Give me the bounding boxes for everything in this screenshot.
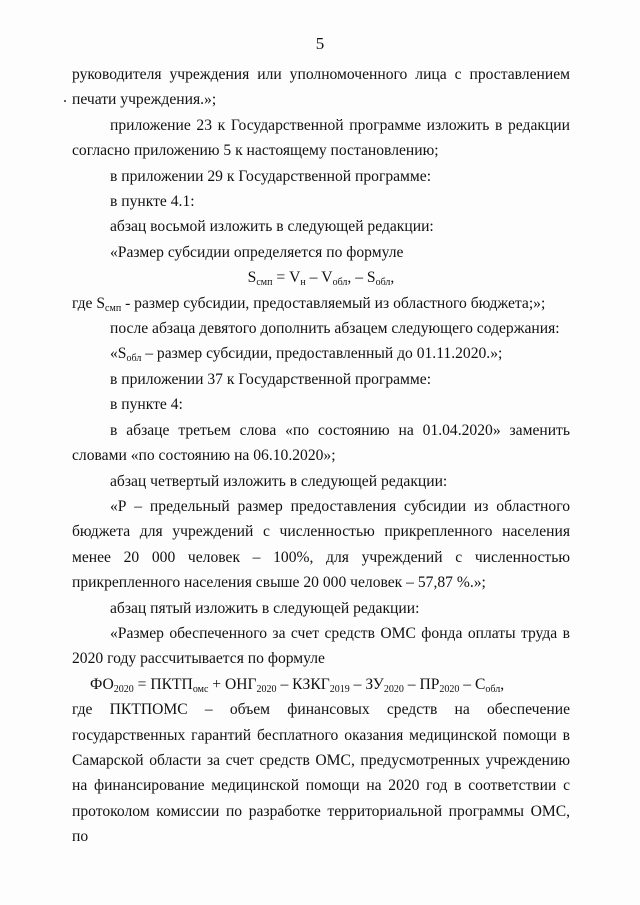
document-body <box>72 62 570 850</box>
paragraph-10-end: – размер субсидии, предоставленный до 01.11.2020.»; <box>141 345 503 363</box>
formula-payroll <box>72 672 570 697</box>
formula-minus2: , – S <box>347 269 376 287</box>
paragraph-08-start: где S <box>72 294 106 312</box>
paragraph-10 <box>72 341 570 366</box>
formula-eq: = V <box>272 269 301 287</box>
paragraph-08-end: - размер субсидии, предоставляемый из областного бюджета;»; <box>121 294 546 312</box>
formula-s: S <box>247 269 257 287</box>
paragraph-13: в абзаце третьем слова «по состоянию на 01.04.2020» заменить словами «по состоянию на 06.10.2020»; <box>72 421 570 465</box>
formula2-t1-sub: 2020 <box>113 683 134 695</box>
formula-s-sub: смп <box>256 277 273 289</box>
formula2-t4-sub: 2019 <box>329 683 350 695</box>
paragraph-10-sub: обл <box>126 353 142 365</box>
formula-v-sub: н <box>300 277 306 289</box>
formula2-t3-sub: 2020 <box>256 683 277 695</box>
page-number: 5 <box>315 34 325 53</box>
paragraph-08 <box>72 291 570 316</box>
paragraph-14: абзац четвертый изложить в следующей редакции: <box>110 472 448 490</box>
paragraph-02: приложение 23 к Государственной программе изложить в редакции согласно приложению 5 к настоящему постановлению; <box>72 116 570 160</box>
paragraph-05: абзац восьмой изложить в следующей редакции: <box>110 218 434 236</box>
formula-v2-sub: обл <box>332 277 348 289</box>
formula2-t5: – ЗУ <box>349 675 384 693</box>
paragraph-16: абзац пятый изложить в следующей редакции: <box>110 599 420 617</box>
paragraph-06: «Размер субсидии определяется по формуле <box>110 243 404 261</box>
paragraph-15: «Р – предельный размер предоставления субсидии из областного бюджета для учреждений с численностью прикрепленного населения менее 20 000 человек – 100%, для учреждений с численностью прикрепленного населения свыше 20 000 человек – 57,87 %.»; <box>72 497 570 592</box>
paragraph-17: «Размер обеспеченного за счет средств ОМС фонда оплаты труда в 2020 году рассчитывается по формуле <box>72 624 570 668</box>
paragraph-09: после абзаца девятого дополнить абзацем следующего содержания: <box>110 320 560 338</box>
paragraph-11: в приложении 37 к Государственной программе: <box>110 370 432 388</box>
formula2-end: , <box>500 675 505 693</box>
paragraph-12: в пункте 4: <box>110 396 183 414</box>
paragraph-03: в приложении 29 к Государственной программе: <box>110 167 432 185</box>
formula2-t1: ФО <box>90 675 114 693</box>
formula2-t5-sub: 2020 <box>383 683 404 695</box>
formula2-t6: – ПР <box>403 675 440 693</box>
formula2-t4: – КЗКГ <box>276 675 330 693</box>
paragraph-01: руководителя учреждения или уполномоченного лица с проставлением печати учреждения.»; <box>72 66 570 109</box>
scan-dot-mark <box>64 100 66 102</box>
paragraph-10-start: «S <box>110 345 127 363</box>
formula-end: , <box>390 269 395 287</box>
formula2-t2: = ПКТП <box>133 675 193 693</box>
paragraph-19: где ПКТПОМС – объем финансовых средств на обеспечение государственных гарантий бесплатного оказания медицинской помощи в Самарской области за счет средств ОМС, предусмотренных учреждению на финансирование медицинской помощи на 2020 год в соответствии с протоколом комиссии по разработке территориальной программы ОМС, по <box>72 701 570 846</box>
formula2-t6-sub: 2020 <box>439 683 460 695</box>
paragraph-04: в пункте 4.1: <box>110 193 195 211</box>
formula-minus1: – V <box>305 269 333 287</box>
formula-s2-sub: обл <box>375 277 391 289</box>
formula2-t2-sub: омс <box>192 683 209 695</box>
formula2-t7-sub: обл <box>485 683 501 695</box>
formula-subsidy <box>72 265 570 290</box>
formula2-t7: – С <box>459 675 486 693</box>
paragraph-08-sub: смп <box>105 302 122 314</box>
formula2-t3: + ОНГ <box>208 675 257 693</box>
